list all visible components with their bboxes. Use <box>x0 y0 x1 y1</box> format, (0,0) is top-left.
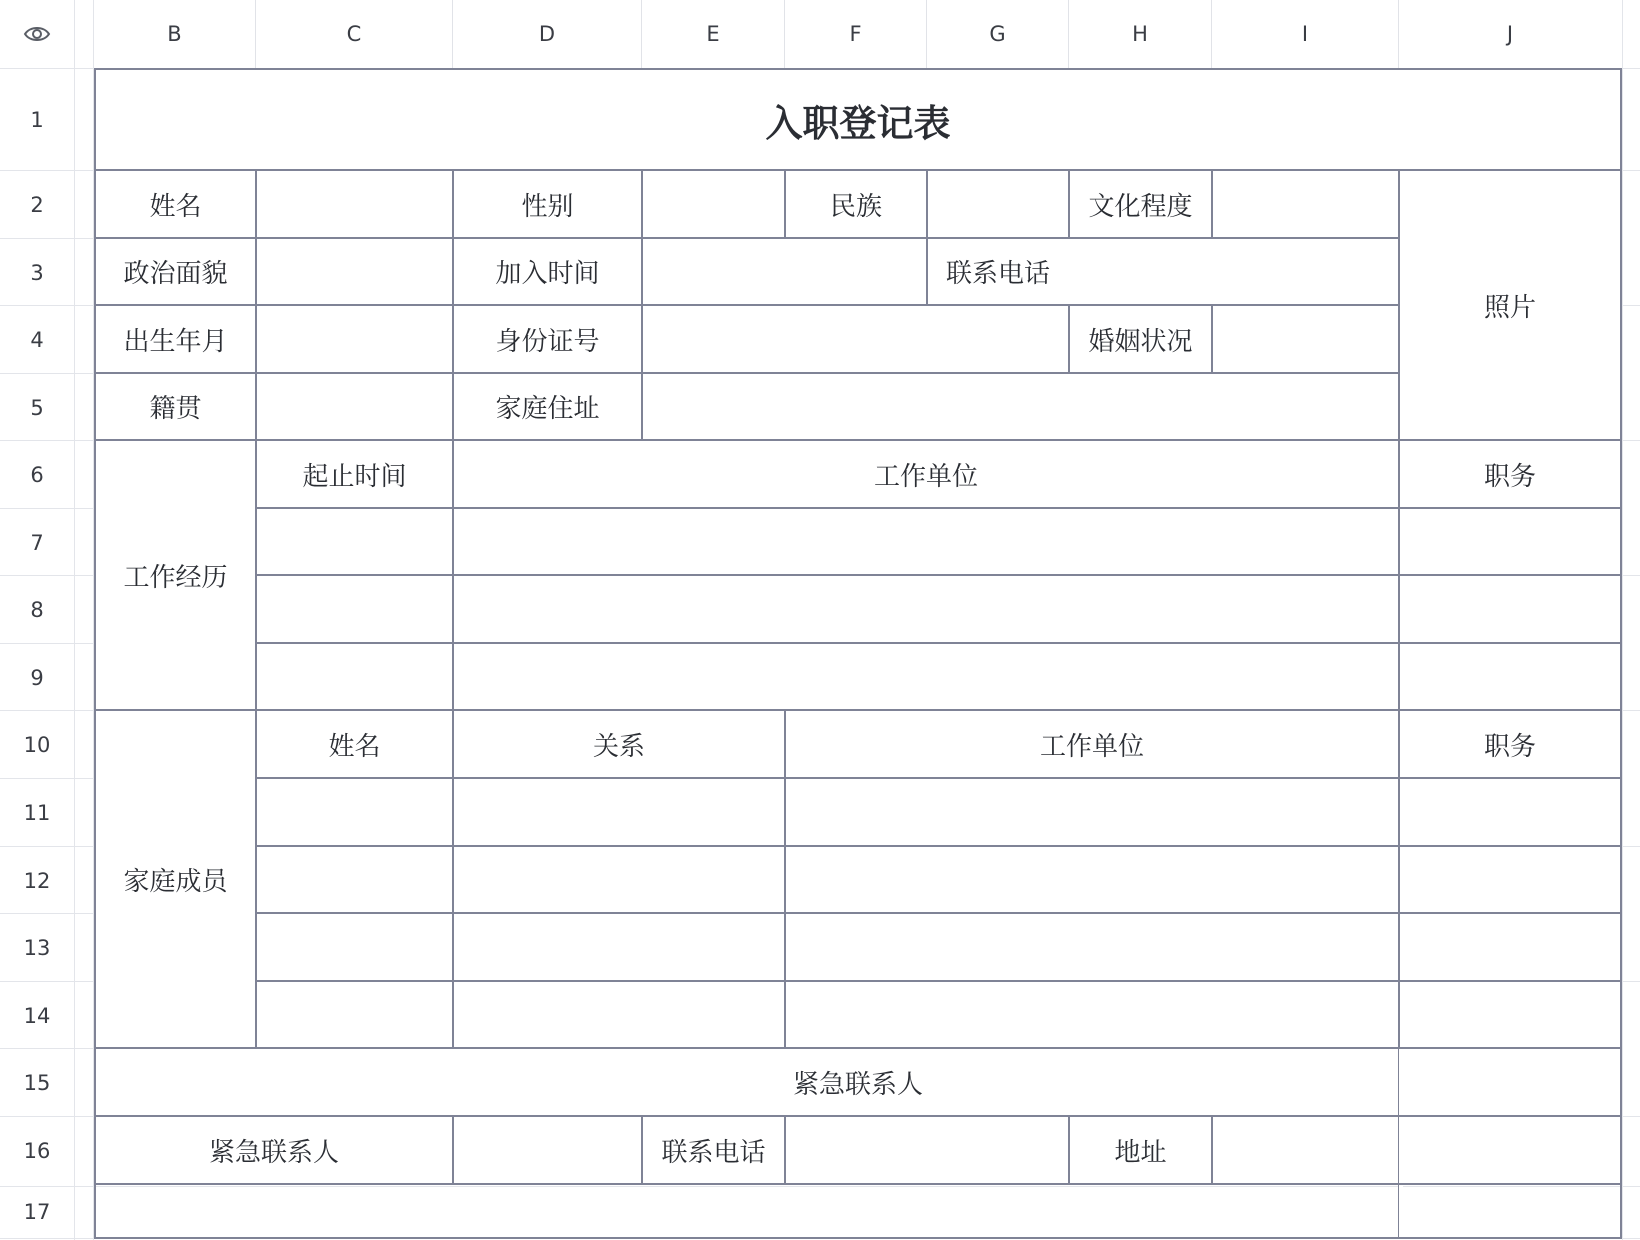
political-label[interactable]: 政治面貌 <box>123 259 228 289</box>
work-row-cell[interactable] <box>257 644 452 709</box>
row-header-12[interactable]: 12 <box>23 868 51 893</box>
form-title[interactable]: 入职登记表 <box>765 101 951 145</box>
row-separator <box>0 778 94 779</box>
family-row-cell[interactable] <box>786 982 1398 1047</box>
work-row-cell[interactable] <box>257 509 452 574</box>
row-separator <box>1621 1116 1640 1117</box>
row-header-13[interactable]: 13 <box>23 935 51 960</box>
family-row-cell[interactable] <box>257 847 452 912</box>
emergency-phone-label[interactable]: 联系电话 <box>661 1137 766 1168</box>
family-row-cell[interactable] <box>257 779 452 845</box>
photo-cell[interactable]: 照片 <box>1483 292 1536 323</box>
family-row-cell[interactable] <box>454 982 784 1047</box>
row-separator <box>0 846 94 847</box>
row-header-7[interactable]: 7 <box>30 530 44 555</box>
join-time-value-cell[interactable] <box>643 239 926 304</box>
family-row-cell[interactable] <box>257 982 452 1047</box>
row-separator <box>0 981 94 982</box>
family-row-cell[interactable] <box>454 779 784 845</box>
family-row-cell[interactable] <box>786 914 1398 980</box>
column-header-j[interactable]: J <box>1506 22 1514 46</box>
row-separator <box>0 710 94 711</box>
grid-line <box>74 0 75 1240</box>
hometown-label[interactable]: 籍贯 <box>149 394 202 424</box>
row-separator <box>1621 440 1640 441</box>
row-separator <box>1621 170 1640 171</box>
ethnicity-value-cell[interactable] <box>928 171 1068 237</box>
emergency-address-label[interactable]: 地址 <box>1114 1137 1167 1168</box>
column-header-g[interactable]: G <box>989 22 1006 46</box>
id-value-cell[interactable] <box>643 306 1068 372</box>
column-header-b[interactable]: B <box>167 22 182 46</box>
name-label[interactable]: 姓名 <box>149 191 202 222</box>
emergency-contact-label[interactable]: 紧急联系人 <box>208 1137 339 1168</box>
phone-value-cell[interactable] <box>1070 239 1398 304</box>
row-header-15[interactable]: 15 <box>23 1071 51 1095</box>
family-row-cell[interactable] <box>1400 982 1620 1047</box>
row-header-5[interactable]: 5 <box>30 395 44 420</box>
work-row-cell[interactable] <box>1400 509 1620 574</box>
family-row-cell[interactable] <box>1400 914 1620 980</box>
row-separator <box>0 575 94 576</box>
gender-value-cell[interactable] <box>643 171 784 237</box>
work-period-header[interactable]: 起止时间 <box>302 461 407 492</box>
row-separator <box>0 643 94 644</box>
birth-label[interactable]: 出生年月 <box>123 326 228 357</box>
id-label[interactable]: 身份证号 <box>495 326 600 357</box>
eye-icon[interactable] <box>0 0 74 68</box>
address-label[interactable]: 家庭住址 <box>495 394 600 424</box>
gender-label[interactable]: 性别 <box>521 191 574 222</box>
row-header-11[interactable]: 11 <box>23 800 51 825</box>
row-header-2[interactable]: 2 <box>30 192 44 217</box>
family-row-cell[interactable] <box>454 914 784 980</box>
ethnicity-label[interactable]: 民族 <box>829 191 882 222</box>
join-time-label[interactable]: 加入时间 <box>495 259 600 289</box>
phone-label[interactable]: 联系电话 <box>945 259 1050 289</box>
family-row-cell[interactable] <box>786 847 1398 912</box>
family-company-header[interactable]: 工作单位 <box>1039 731 1144 762</box>
row-separator <box>0 373 94 374</box>
row-header-16[interactable]: 16 <box>23 1138 51 1163</box>
row-header-14[interactable]: 14 <box>23 1003 51 1028</box>
row-separator <box>0 238 94 239</box>
row-header-17[interactable]: 17 <box>23 1200 51 1224</box>
row-separator <box>1621 575 1640 576</box>
grid-line <box>1622 0 1623 1240</box>
family-name-header[interactable]: 姓名 <box>328 731 381 762</box>
row-separator <box>1621 981 1640 982</box>
family-label[interactable]: 家庭成员 <box>123 866 228 897</box>
family-row-cell[interactable] <box>257 914 452 980</box>
emergency-section-title[interactable]: 紧急联系人 <box>792 1069 923 1100</box>
family-row-cell[interactable] <box>1400 779 1620 845</box>
emergency-address-value-cell[interactable] <box>1213 1117 1398 1183</box>
emergency-phone-value-cell[interactable] <box>786 1117 1068 1183</box>
merge-mask <box>1399 1117 1403 1183</box>
row-header-3[interactable]: 3 <box>30 260 44 285</box>
family-position-header[interactable]: 职务 <box>1483 731 1536 762</box>
work-position-header[interactable]: 职务 <box>1483 461 1536 492</box>
column-header-i[interactable]: I <box>1301 22 1309 46</box>
row-separator <box>1621 846 1640 847</box>
education-label[interactable]: 文化程度 <box>1088 191 1193 222</box>
row-header-10[interactable]: 10 <box>23 733 51 757</box>
column-header-d[interactable]: D <box>538 22 556 46</box>
row-header-9[interactable]: 9 <box>30 665 44 690</box>
row-separator <box>0 440 94 441</box>
work-history-label[interactable]: 工作经历 <box>123 562 228 593</box>
row-separator <box>0 913 94 914</box>
column-header-e[interactable]: E <box>706 22 720 46</box>
row-separator <box>0 305 94 306</box>
family-row-cell[interactable] <box>786 779 1398 845</box>
work-row-cell[interactable] <box>1400 644 1620 709</box>
education-value-cell[interactable] <box>1213 171 1398 237</box>
border-right <box>1620 68 1622 1239</box>
birth-value-cell[interactable] <box>257 306 452 372</box>
row-header-6[interactable]: 6 <box>30 462 44 487</box>
marital-label[interactable]: 婚姻状况 <box>1088 326 1193 357</box>
row-17-cell[interactable] <box>96 1185 1620 1237</box>
hometown-value-cell[interactable] <box>257 374 452 439</box>
row-header-8[interactable]: 8 <box>30 597 44 622</box>
work-row-cell[interactable] <box>454 509 1398 574</box>
work-company-header[interactable]: 工作单位 <box>873 461 978 492</box>
row-separator <box>0 508 94 509</box>
row-header-4[interactable]: 4 <box>30 327 44 352</box>
row-separator <box>0 1116 94 1117</box>
row-header-1[interactable]: 1 <box>30 107 44 132</box>
row-separator <box>1621 305 1640 306</box>
column-header-h[interactable]: H <box>1132 22 1148 46</box>
address-value-cell[interactable] <box>643 374 1398 439</box>
family-relation-header[interactable]: 关系 <box>592 731 645 762</box>
column-header-f[interactable]: F <box>849 22 862 46</box>
political-value-cell[interactable] <box>257 239 452 304</box>
row-separator <box>0 1048 94 1049</box>
family-row-cell[interactable] <box>454 847 784 912</box>
work-row-cell[interactable] <box>454 576 1398 642</box>
name-value-cell[interactable] <box>257 171 452 237</box>
marital-value-cell[interactable] <box>1213 306 1398 372</box>
column-header-c[interactable]: C <box>346 22 362 46</box>
work-row-cell[interactable] <box>257 576 452 642</box>
work-row-cell[interactable] <box>454 644 1398 709</box>
emergency-contact-value-cell[interactable] <box>454 1117 641 1183</box>
row-separator <box>1621 710 1640 711</box>
work-row-cell[interactable] <box>1400 576 1620 642</box>
emergency-address-value-cell[interactable] <box>1400 1117 1620 1183</box>
border-row17 <box>94 1237 1622 1239</box>
row-separator <box>0 170 94 171</box>
family-row-cell[interactable] <box>1400 847 1620 912</box>
